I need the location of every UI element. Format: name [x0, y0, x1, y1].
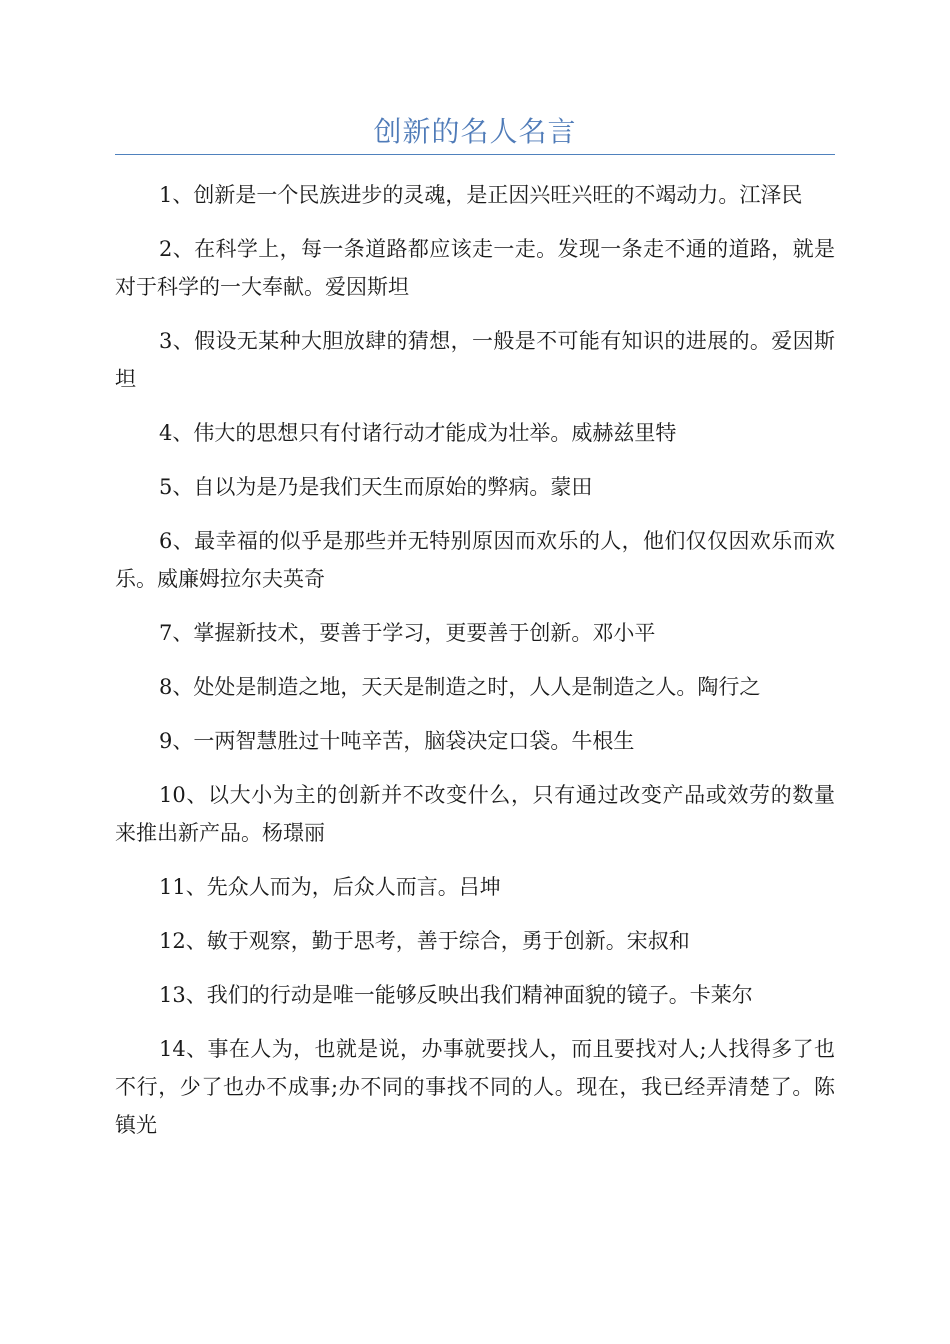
quote-item: 2、在科学上，每一条道路都应该走一走。发现一条走不通的道路，就是对于科学的一大奉献。爱因斯坦 — [115, 237, 835, 299]
quote-item: 13、我们的行动是唯一能够反映出我们精神面貌的镜子。卡莱尔 — [159, 983, 753, 1007]
quote-item: 8、处处是制造之地，天天是制造之时，人人是制造之人。陶行之 — [159, 675, 761, 699]
quote-list — [115, 176, 835, 1160]
quote-item: 1、创新是一个民族进步的灵魂，是正因兴旺兴旺的不竭动力。江泽民 — [159, 183, 803, 207]
quote-item: 10、以大小为主的创新并不改变什么，只有通过改变产品或效劳的数量来推出新产品。杨璟丽 — [115, 783, 835, 845]
quote-item: 3、假设无某种大胆放肆的猜想，一般是不可能有知识的进展的。爱因斯坦 — [115, 329, 835, 391]
quote-item: 5、自以为是乃是我们天生而原始的弊病。蒙田 — [159, 475, 593, 499]
page-title: 创新的名人名言 — [373, 115, 577, 148]
title-underline — [115, 154, 835, 155]
quote-item: 12、敏于观察，勤于思考，善于综合，勇于创新。宋叔和 — [159, 929, 690, 953]
quote-item: 11、先众人而为，后众人而言。吕坤 — [159, 875, 501, 899]
quote-item: 6、最幸福的似乎是那些并无特别原因而欢乐的人，他们仅仅因欢乐而欢乐。威廉姆拉尔夫英奇 — [115, 529, 835, 591]
quote-item: 14、事在人为，也就是说，办事就要找人，而且要找对人;人找得多了也不行，少了也办不成事;办不同的事找不同的人。现在，我已经弄清楚了。陈镇光 — [115, 1037, 835, 1137]
quote-item: 9、一两智慧胜过十吨辛苦，脑袋决定口袋。牛根生 — [159, 729, 635, 753]
quote-item: 7、掌握新技术，要善于学习，更要善于创新。邓小平 — [159, 621, 656, 645]
quote-item: 4、伟大的思想只有付诸行动才能成为壮举。威赫兹里特 — [159, 421, 677, 445]
